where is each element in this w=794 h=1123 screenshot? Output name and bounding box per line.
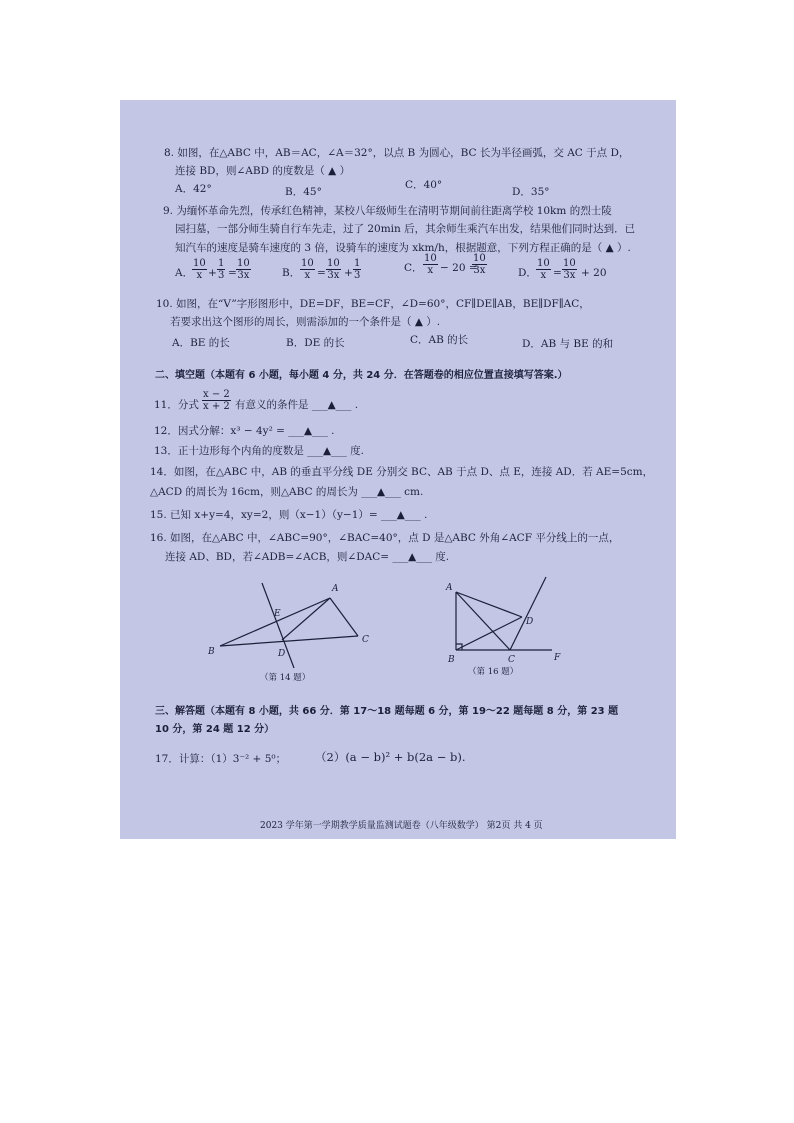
q9-a-op1: + xyxy=(208,267,217,279)
q9-b-op2: + xyxy=(344,267,353,279)
q9-b-frac2: $\frac{10}{3x}$ xyxy=(327,258,340,281)
fig16-label-a: A xyxy=(446,583,453,593)
q8-option-b: B．45° xyxy=(285,186,322,198)
q9-option-a-label: A． xyxy=(175,267,194,279)
q9-option-b-label: B． xyxy=(282,267,301,279)
fig16-label-f: F xyxy=(554,653,561,663)
q10-option-a: A．BE 的长 xyxy=(172,337,230,349)
q14-line2: △ACD 的周长为 16cm，则△ABC 的周长为 ___▲___ cm. xyxy=(150,486,424,498)
fig14-caption: （第 14 题） xyxy=(260,673,311,683)
q9-d-frac1: $\frac{10}{x}$ xyxy=(537,258,550,281)
figure-16 xyxy=(438,572,568,687)
q9-b-frac1: $\frac{10}{x}$ xyxy=(301,258,314,281)
q13-text: 13．正十边形每个内角的度数是 ___▲___ 度. xyxy=(154,445,364,457)
q9-c-frac1: $\frac{10}{x}$ xyxy=(424,253,437,276)
q8-option-a: A．42° xyxy=(175,183,212,195)
q9-d-frac2: $\frac{10}{3x}$ xyxy=(563,258,576,281)
q16-line2: 连接 AD、BD，若∠ADB=∠ACB，则∠DAC= ___▲___ 度. xyxy=(165,551,450,563)
q14-line1: 14．如图，在△ABC 中，AB 的垂直平分线 DE 分别交 BC、AB 于点 D、点 E，连接 AD．若 AE=5cm， xyxy=(150,466,654,478)
q9-a-frac3: $\frac{10}{3x}$ xyxy=(237,258,250,281)
q9-a-op2: = xyxy=(228,267,237,279)
q11-prefix: 11．分式 xyxy=(154,399,199,411)
section2-heading: 二、填空题（本题有 6 小题，每小题 4 分，共 24 分．在答题卷的相应位置直接填写答案.） xyxy=(155,370,568,381)
fig16-label-b: B xyxy=(448,655,455,665)
fig16-label-c: C xyxy=(508,655,515,665)
q12-text: 12．因式分解：x³ − 4y² = ___▲___ . xyxy=(154,425,335,437)
q9-option-c-label: C． xyxy=(404,262,423,274)
q10-option-d: D．AB 与 BE 的和 xyxy=(522,338,614,350)
q9-a-frac2: $\frac{1}{3}$ xyxy=(218,258,225,281)
q9-line1: 9. 为缅怀革命先烈，传承红色精神，某校八年级师生在清明节期间前往距离学校 10km 的烈士陵 xyxy=(163,205,612,217)
q9-b-frac3: $\frac{1}{3}$ xyxy=(354,258,361,281)
q9-line3: 知汽车的速度是骑车速度的 3 倍，设骑车的速度为 xkm/h，根据题意，下列方程正确的是（ ▲ ）. xyxy=(175,242,631,254)
fig16-segment-ad xyxy=(456,592,522,617)
q9-line2: 园扫墓，一部分师生骑自行车先走，过了 20min 后，其余师生乘汽车出发，结果他们同时达到．已 xyxy=(175,223,636,235)
q9-a-frac1: $\frac{10}{x}$ xyxy=(193,258,206,281)
fig16-caption: （第 16 题） xyxy=(468,667,519,677)
section3-heading-line1: 三、解答题（本题有 8 小题，共 66 分．第 17～18 题每题 6 分，第 19～22 题每题 8 分，第 23 题 xyxy=(155,706,619,717)
q9-b-op1: = xyxy=(317,267,326,279)
q8-line1: 8. 如图，在△ABC 中，AB＝AC，∠A＝32°，以点 B 为圆心，BC 长为半径画弧，交 AC 于点 D， xyxy=(164,147,630,159)
q17-part1: 17．计算：（1）3⁻² + 5⁰； xyxy=(155,753,287,765)
q11-suffix: 有意义的条件是 ___▲___ . xyxy=(235,399,359,411)
figure-14 xyxy=(200,578,380,688)
fig16-label-d: D xyxy=(526,617,534,627)
fig14-label-e: E xyxy=(274,609,281,619)
fig14-label-c: C xyxy=(362,635,369,645)
q8-line2: 连接 BD，则∠ABD 的度数是（ ▲ ） xyxy=(175,165,351,177)
fig14-segment-ac xyxy=(330,598,358,636)
q16-line1: 16. 如图，在△ABC 中，∠ABC=90°，∠BAC=40°，点 D 是△ABC 外角∠ACF 平分线上的一点， xyxy=(150,532,620,544)
q9-c-op1: − 20 = xyxy=(440,262,478,274)
q15-text: 15. 已知 x+y=4，xy=2，则（x−1）（y−1）= ___▲___ . xyxy=(150,509,428,521)
q9-d-op2: + 20 xyxy=(581,267,607,279)
fig16-angle-bisector xyxy=(510,577,546,650)
q9-option-d-label: D． xyxy=(518,267,537,279)
fig14-segment-ad xyxy=(282,598,330,640)
q8-option-c: C．40° xyxy=(405,179,443,191)
q9-d-op1: = xyxy=(553,267,562,279)
exam-photo xyxy=(120,100,676,839)
q10-option-b: B．DE 的长 xyxy=(286,337,345,349)
q10-option-c: C．AB 的长 xyxy=(410,334,469,346)
page-footer: 2023 学年第一学期教学质量监测试题卷（八年级数学） 第2页 共 4 页 xyxy=(260,821,543,831)
fig16-segment-ac xyxy=(456,592,510,650)
q10-line2: 若要求出这个图形的周长，则需添加的一个条件是（ ▲ ）. xyxy=(170,316,441,328)
q11-fraction: $\frac{x - 2}{x + 2}$ xyxy=(203,389,230,412)
fig14-label-b: B xyxy=(208,647,215,657)
q17-part2: （2）(a − b)² + b(2a − b). xyxy=(315,750,466,764)
q9-c-frac2: $\frac{10}{3x}$ xyxy=(473,253,486,276)
fig14-label-d: D xyxy=(278,649,286,659)
q10-line1: 10. 如图，在“V”字形图形中，DE=DF，BE=CF，∠D=60°，CF∥DE∥AB，BE∥DF∥AC， xyxy=(156,298,590,310)
q8-option-d: D．35° xyxy=(512,186,550,198)
section3-heading-line2: 10 分，第 24 题 12 分） xyxy=(155,724,275,735)
fig14-label-a: A xyxy=(332,584,339,594)
